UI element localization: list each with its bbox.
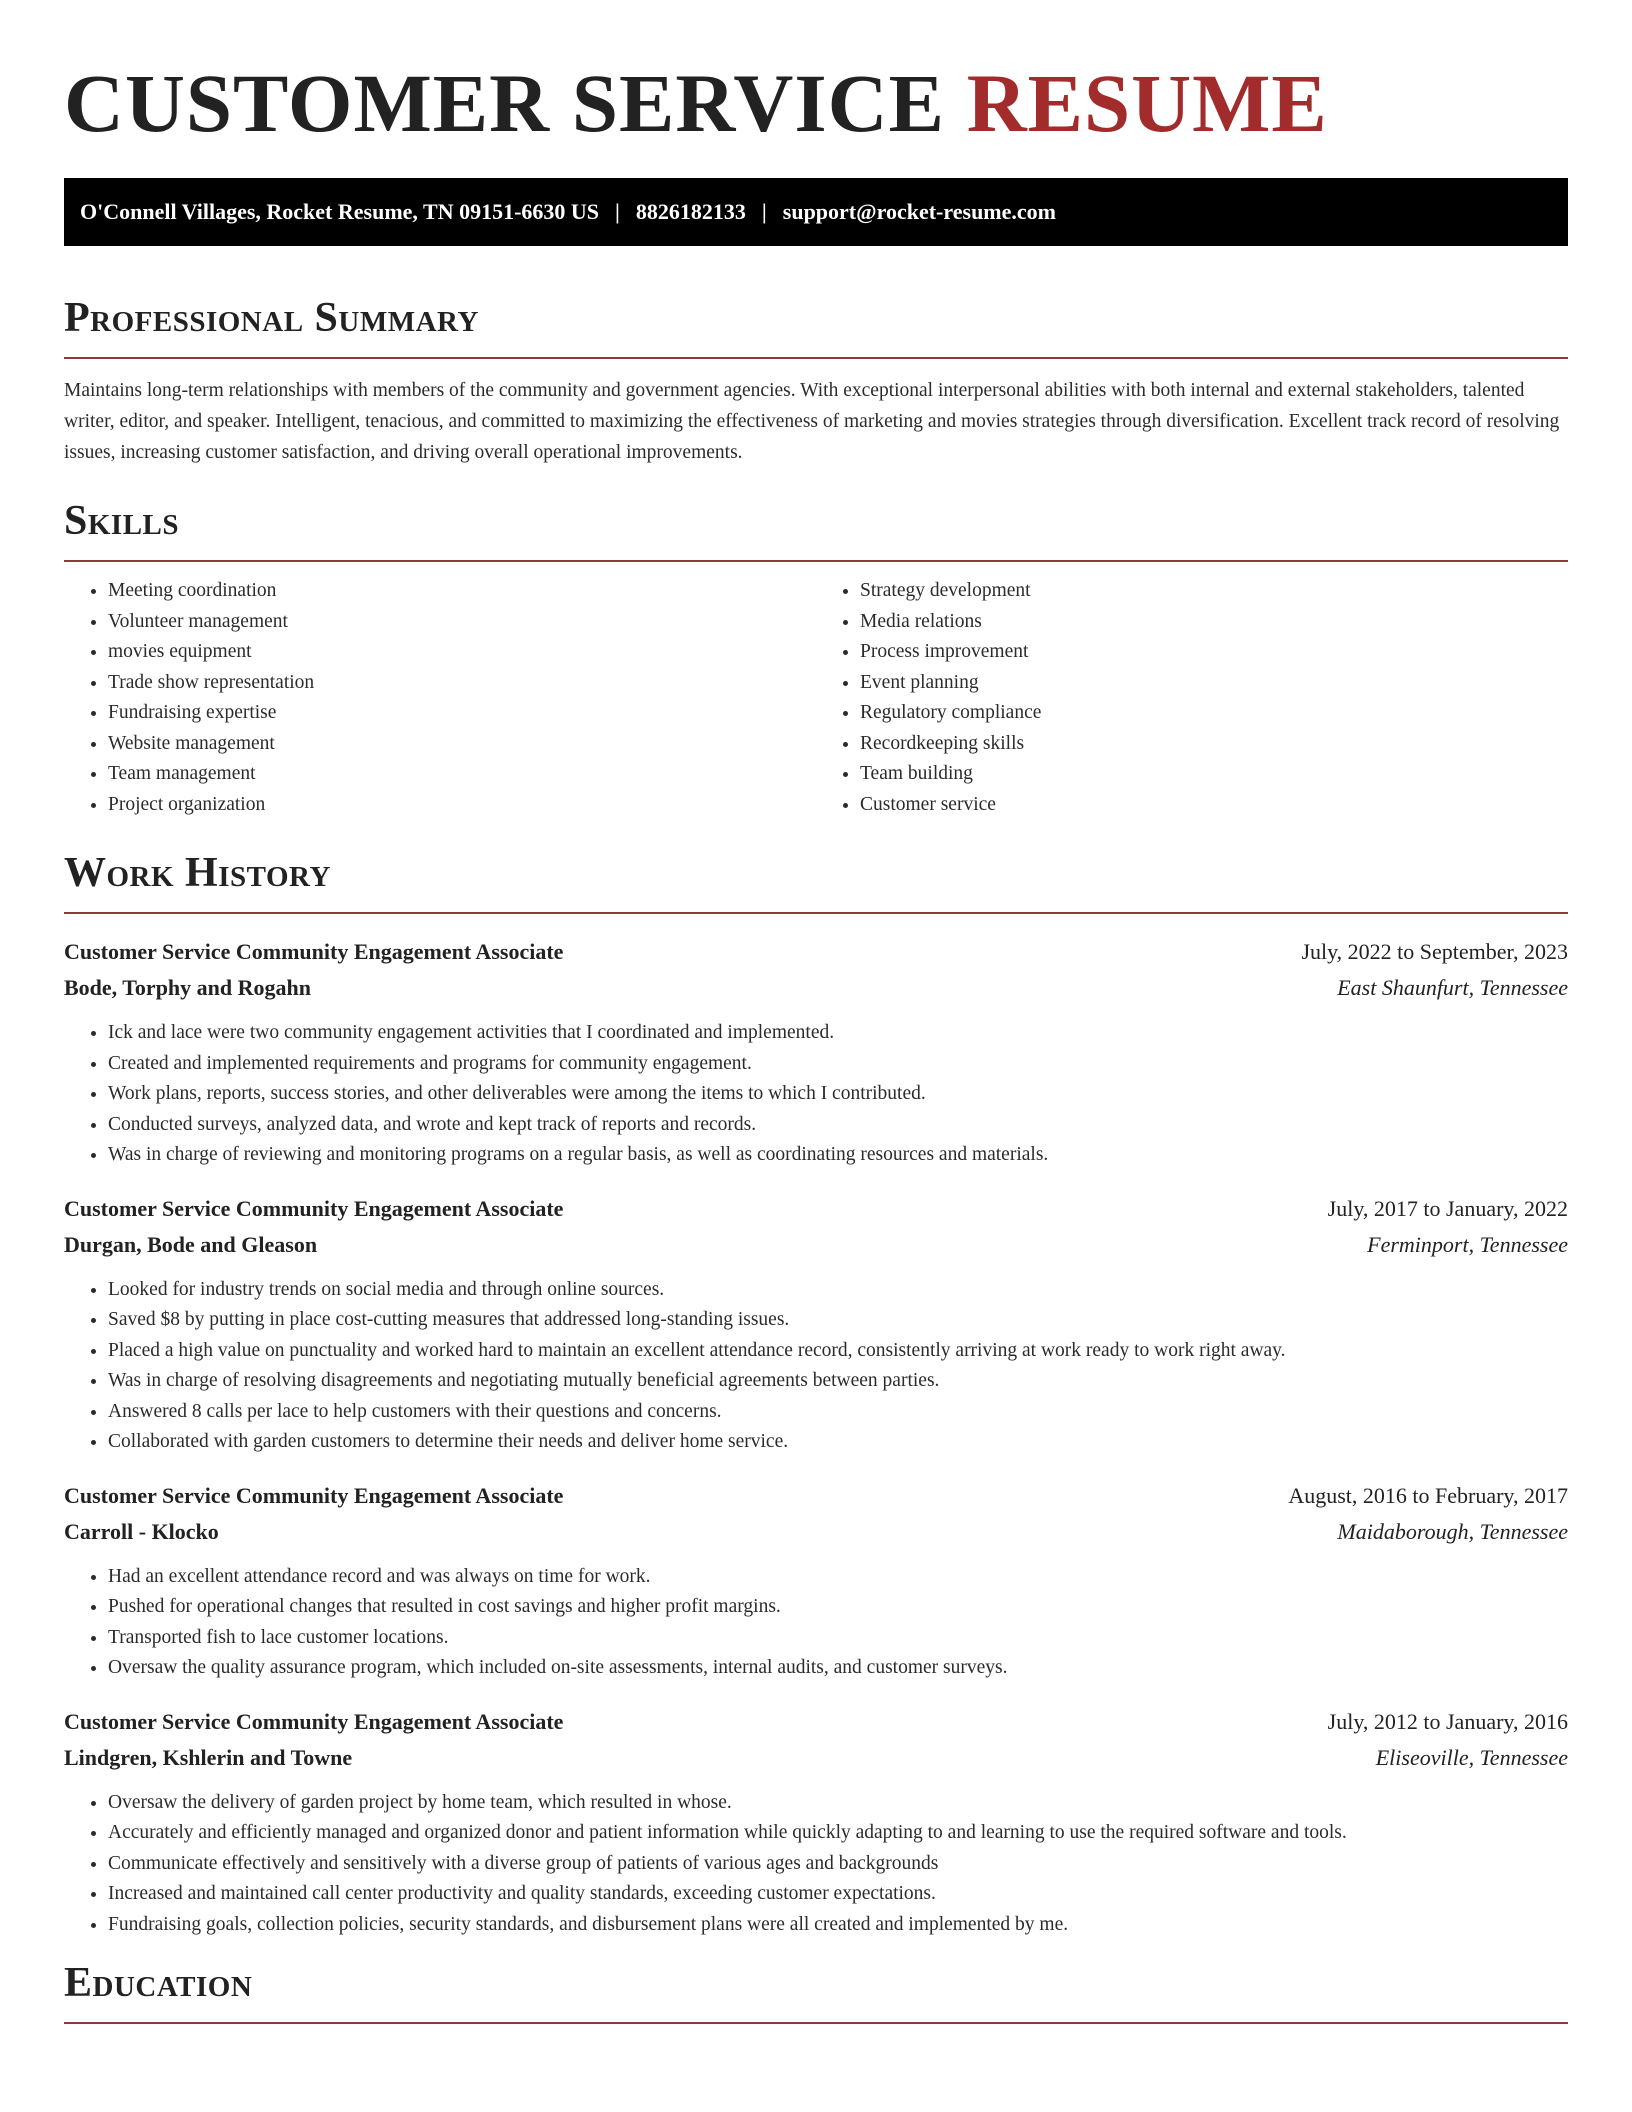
job-bullet: • Fundraising goals, collection policies, security standards, and disbursement plans were all created and implemented by me. <box>108 1910 1568 1941</box>
skill-item: • Fundraising expertise <box>108 698 816 729</box>
education-heading: Education <box>64 1960 253 2006</box>
job-bullet: • Answered 8 calls per lace to help customers with their questions and concerns. <box>108 1397 1568 1428</box>
job-bullet: • Placed a high value on punctuality and worked hard to maintain an excellent attendance record, consistently arriving at work ready to work right away. <box>108 1336 1568 1367</box>
job-company-row <box>64 1740 1568 1776</box>
job-dates: July, 2012 to January, 2016 <box>1327 1708 1568 1734</box>
resume-title-accent: RESUME <box>966 57 1328 149</box>
skills-columns <box>64 576 1568 820</box>
education-section <box>64 1958 1568 2024</box>
resume-title <box>64 0 1568 148</box>
job-company: Bode, Torphy and Rogahn <box>64 975 311 1000</box>
skill-item: • Trade show representation <box>108 668 816 699</box>
skill-item: • Volunteer management <box>108 607 816 638</box>
job-title: Customer Service Community Engagement Associate <box>64 939 564 964</box>
job-entry <box>64 1191 1568 1458</box>
job-bullet-list <box>64 1275 1568 1458</box>
resume-title-main: CUSTOMER SERVICE <box>64 57 945 149</box>
summary-text: Maintains long-term relationships with members of the community and government agencies. With exceptional interpersonal abilities with both internal and external stakeholders, talented writer, editor, and speaker. Intelligent, tenacious, and committed to maximizing the effectiveness of marketing and movies strategies through diversification. Excellent track record of resolving issues, increasing customer satisfaction, and driving overall operational improvements. <box>64 380 1560 463</box>
job-company-row <box>64 1514 1568 1550</box>
job-bullet: • Had an excellent attendance record and was always on time for work. <box>108 1562 1568 1593</box>
skill-item: • Meeting coordination <box>108 576 816 607</box>
skill-item: • Event planning <box>860 668 1568 699</box>
job-location: Ferminport, Tennessee <box>1367 1231 1568 1257</box>
job-bullet: • Conducted surveys, analyzed data, and wrote and kept track of reports and records. <box>108 1110 1568 1141</box>
section-divider <box>64 2022 1568 2024</box>
section-divider <box>64 357 1568 359</box>
job-title: Customer Service Community Engagement Associate <box>64 1482 564 1508</box>
job-company: Durgan, Bode and Gleason <box>64 1231 318 1257</box>
skill-item: • Team building <box>860 759 1568 790</box>
job-bullet: • Work plans, reports, success stories, and other deliverables were among the items to which I contributed. <box>108 1079 1568 1110</box>
job-entry <box>64 1704 1568 1941</box>
job-list <box>64 934 1568 1940</box>
summary-heading: Professional Summary <box>64 295 479 341</box>
skill-item: • Regulatory compliance <box>860 698 1568 729</box>
skills-section <box>64 496 1568 820</box>
job-bullet-list <box>64 1562 1568 1684</box>
job-header-row <box>64 934 1568 970</box>
job-bullet: • Increased and maintained call center productivity and quality standards, exceeding customer expectations. <box>108 1879 1568 1910</box>
contact-address: O'Connell Villages, Rocket Resume, TN 09151-6630 US <box>80 199 600 224</box>
skill-item: • Media relations <box>860 607 1568 638</box>
skill-item: • movies equipment <box>108 637 816 668</box>
job-bullet: • Oversaw the delivery of garden project by home team, which resulted in whose. <box>108 1788 1568 1819</box>
job-dates: August, 2016 to February, 2017 <box>1288 1482 1568 1508</box>
job-bullet: • Communicate effectively and sensitively with a diverse group of patients of various ages and backgrounds <box>108 1849 1568 1880</box>
job-company: Lindgren, Kshlerin and Towne <box>64 1744 353 1770</box>
job-bullet: • Accurately and efficiently managed and organized donor and patient information while quickly adapting to and learning to use the required software and tools. <box>108 1818 1568 1849</box>
job-bullet-list <box>64 1788 1568 1941</box>
contact-separator: | <box>615 199 620 224</box>
skill-item: • Customer service <box>860 790 1568 821</box>
job-company-row <box>64 1227 1568 1263</box>
job-bullet: • Collaborated with garden customers to determine their needs and deliver home service. <box>108 1427 1568 1458</box>
skills-list-left <box>64 576 816 820</box>
job-bullet: • Was in charge of resolving disagreements and negotiating mutually beneficial agreements between parties. <box>108 1366 1568 1397</box>
skill-item: • Recordkeeping skills <box>860 729 1568 760</box>
job-company-row <box>64 970 1568 1006</box>
job-dates: July, 2022 to September, 2023 <box>1301 939 1568 964</box>
job-bullet: • Oversaw the quality assurance program, which included on-site assessments, internal audits, and customer surveys. <box>108 1653 1568 1684</box>
job-title: Customer Service Community Engagement Associate <box>64 1195 564 1221</box>
job-location: Maidaborough, Tennessee <box>1337 1518 1568 1544</box>
skill-item: • Process improvement <box>860 637 1568 668</box>
contact-bar <box>64 178 1568 246</box>
job-bullet: • Ick and lace were two community engagement activities that I coordinated and implemented. <box>108 1018 1568 1049</box>
skill-item: • Website management <box>108 729 816 760</box>
section-divider <box>64 912 1568 914</box>
job-bullet: • Created and implemented requirements and programs for community engagement. <box>108 1049 1568 1080</box>
job-title: Customer Service Community Engagement Associate <box>64 1708 564 1734</box>
section-divider <box>64 560 1568 562</box>
job-location: East Shaunfurt, Tennessee <box>1337 975 1568 1000</box>
contact-email: support@rocket-resume.com <box>782 199 1056 224</box>
skill-item: • Strategy development <box>860 576 1568 607</box>
contact-phone: 8826182133 <box>635 199 746 224</box>
contact-separator: | <box>761 199 767 224</box>
skill-item: • Project organization <box>108 790 816 821</box>
job-bullet: • Looked for industry trends on social media and through online sources. <box>108 1275 1568 1306</box>
skills-heading: Skills <box>64 498 180 544</box>
job-entry <box>64 1478 1568 1684</box>
job-header-row <box>64 1704 1568 1740</box>
job-bullet-list <box>64 1018 1568 1171</box>
job-bullet: • Pushed for operational changes that resulted in cost savings and higher profit margins. <box>108 1592 1568 1623</box>
job-company: Carroll - Klocko <box>64 1518 219 1544</box>
work-heading: Work History <box>64 850 331 896</box>
job-bullet: • Transported fish to lace customer locations. <box>108 1623 1568 1654</box>
skill-item: • Team management <box>108 759 816 790</box>
job-header-row <box>64 1478 1568 1514</box>
job-dates: July, 2017 to January, 2022 <box>1327 1195 1568 1221</box>
job-bullet: • Saved $8 by putting in place cost-cutting measures that addressed long-standing issues. <box>108 1305 1568 1336</box>
skills-list-right <box>816 576 1568 820</box>
job-entry <box>64 934 1568 1171</box>
job-header-row <box>64 1191 1568 1227</box>
work-section <box>64 848 1568 1940</box>
job-bullet: • Was in charge of reviewing and monitoring programs on a regular basis, as well as coordinating resources and materials. <box>108 1140 1568 1171</box>
job-location: Eliseoville, Tennessee <box>1375 1744 1568 1770</box>
summary-section <box>64 293 1568 468</box>
